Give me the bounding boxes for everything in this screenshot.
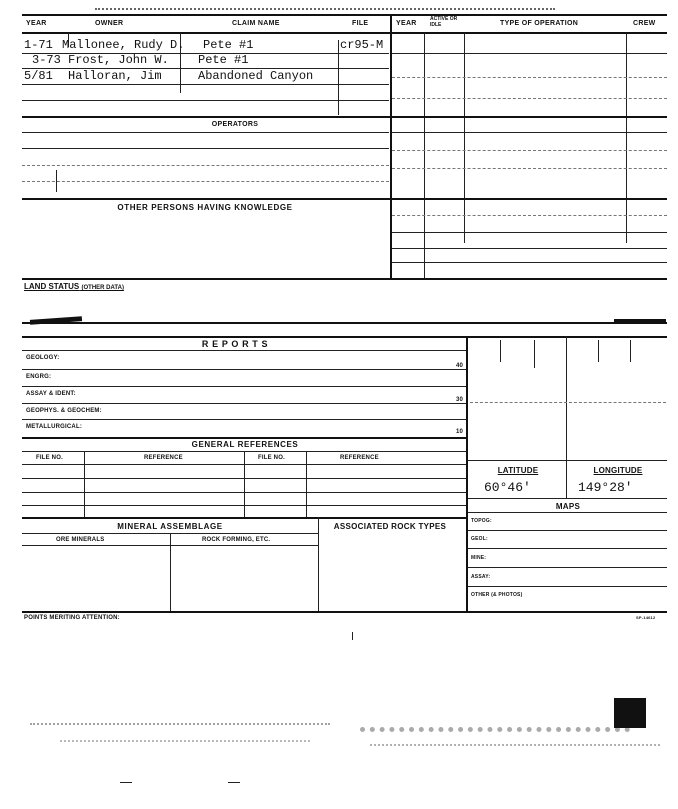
associated-rock-types-heading: ASSOCIATED ROCK TYPES [333, 522, 447, 531]
maps-rule-2 [468, 548, 667, 549]
scan-mark-3 [352, 632, 353, 640]
coords-top-rule [468, 460, 667, 461]
scan-mark-2 [228, 782, 240, 783]
maps-rule-3 [468, 567, 667, 568]
op-row-rule-1 [392, 53, 667, 54]
operators-tick [56, 170, 57, 192]
owner-row-3-owner: Halloran, Jim [68, 69, 162, 83]
op-row-rule-10 [392, 262, 667, 263]
operators-rule-1 [22, 132, 389, 133]
maps-assay-label: ASSAY: [471, 574, 491, 580]
operators-top-rule [22, 116, 667, 118]
header-file: FILE [352, 20, 369, 27]
op-row-rule-7 [392, 215, 667, 216]
scan-noise-top [95, 8, 555, 10]
op-row-rule-5 [392, 150, 667, 151]
maps-topog-label: TOPOG: [471, 518, 492, 524]
right-grid-tick-3 [598, 340, 599, 362]
form-code: SP-14612 [636, 615, 656, 620]
reports-rule-3 [22, 403, 466, 404]
mineral-header-bottom-rule [22, 545, 318, 546]
owner-row-1-year: 1-71 [24, 38, 53, 52]
right-grid-rule-1 [470, 402, 666, 403]
op-row-rule-3 [392, 98, 667, 99]
owner-row-3-rule [22, 84, 389, 85]
operators-rule-2 [22, 148, 389, 149]
land-status-label: LAND STATUS [24, 282, 80, 291]
header-type-of-operation: TYPE OF OPERATION [500, 20, 579, 27]
latitude-label: LATITUDE [497, 466, 539, 475]
references-file-no-header: FILE NO. [36, 455, 63, 461]
land-status-top-rule [22, 278, 667, 280]
owner-row-1-claim: Pete #1 [203, 38, 254, 52]
owner-row-1-file: cr95-M [340, 38, 384, 52]
scan-noise-bottom-1 [30, 723, 330, 725]
points-meriting-heading: POINTS MERITING ATTENTION: [24, 615, 120, 621]
owner-row-3-claim: Abandoned Canyon [198, 69, 314, 83]
op-row-rule-9 [392, 248, 667, 249]
points-top-rule [22, 611, 667, 613]
reports-engrg-label: ENGRG: [26, 374, 52, 380]
owner-row-3-year: 5/81 [24, 69, 53, 83]
mineral-heading: MINERAL ASSEMBLAGE [117, 522, 223, 531]
other-persons-top-rule [22, 198, 667, 200]
right-grid-tick-1 [500, 340, 501, 362]
coords-divider [566, 460, 567, 498]
header-crew: CREW [633, 20, 656, 27]
reports-metallurgical-num: 10 [456, 429, 464, 435]
header-claim-name: CLAIM NAME [232, 20, 280, 27]
ore-minerals-header: ORE MINERALS [56, 537, 105, 543]
maps-geol-label: GEOL: [471, 536, 488, 542]
reports-geology-label: GEOLOGY: [26, 355, 60, 361]
op-row-rule-6 [392, 168, 667, 169]
land-status-sublabel: (OTHER DATA) [81, 285, 124, 291]
mineral-col-sep-main [318, 517, 319, 611]
reports-assay-num: 30 [456, 397, 464, 403]
op-row-rule-2 [392, 77, 667, 78]
owner-row-1-owner: Mallonee, Rudy D. [62, 38, 185, 52]
reports-rule-4 [22, 419, 466, 420]
references-reference-header: REFERENCE [144, 455, 183, 461]
scan-mark-1 [120, 782, 132, 783]
maps-heading: MAPS [555, 502, 581, 511]
longitude-label: LONGITUDE [593, 466, 643, 475]
maps-top-rule [468, 498, 667, 499]
right-grid-tick-2 [534, 340, 535, 368]
right-block-divider [466, 336, 468, 611]
reports-geology-num: 40 [456, 363, 464, 369]
reports-metallurgical-label: METALLURGICAL: [26, 424, 83, 430]
header-bottom-rule [22, 32, 667, 34]
scan-noise-bottom-3 [60, 740, 310, 742]
maps-rule-4 [468, 586, 667, 587]
references-reference-header-2: REFERENCE [340, 455, 379, 461]
references-row-rule-3 [22, 505, 466, 506]
header-owner: OWNER [95, 20, 124, 27]
other-persons-heading: OTHER PERSONS HAVING KNOWLEDGE [117, 203, 293, 212]
owner-row-2-year: 3-73 [32, 53, 61, 67]
references-row-rule-2 [22, 492, 466, 493]
reports-geophys-label: GEOPHYS. & GEOCHEM: [26, 408, 102, 414]
scan-noise-bottom-2 [360, 727, 630, 732]
references-col-sep-1 [84, 451, 85, 517]
owner-row-4-rule [22, 100, 389, 101]
col-sep-type [626, 33, 627, 243]
longitude-value: 149°28' [578, 480, 633, 495]
reports-assay-label: ASSAY & IDENT: [26, 391, 76, 397]
operators-rule-3 [22, 165, 389, 166]
references-col-sep-3 [306, 451, 307, 517]
references-heading: GENERAL REFERENCES [191, 440, 299, 449]
reports-top-rule [22, 336, 667, 338]
rock-forming-header: ROCK FORMING, ETC. [202, 537, 271, 543]
reports-outer-rule [22, 322, 667, 324]
scan-blot [614, 698, 646, 728]
op-row-rule-4 [392, 132, 667, 133]
right-grid-tick-4 [630, 340, 631, 362]
reports-heading: R E P O R T S [201, 339, 269, 349]
col-sep-year2 [424, 33, 425, 278]
reports-header-rule [22, 350, 466, 351]
maps-mine-label: MINE: [471, 555, 487, 561]
right-grid-divider [566, 336, 567, 460]
header-active-idle: ACTIVE OR IDLE [430, 16, 458, 28]
maps-header-rule [468, 512, 667, 513]
col-sep-claim [338, 40, 339, 115]
reports-rule-2 [22, 386, 466, 387]
owner-row-2-owner: Frost, John W. [68, 53, 169, 67]
col-sep-active [464, 33, 465, 243]
header-year-2: YEAR [396, 20, 417, 27]
owner-row-2-claim: Pete #1 [198, 53, 249, 67]
references-file-no-header-2: FILE NO. [258, 455, 285, 461]
operators-heading: OPERATORS [211, 121, 259, 128]
latitude-value: 60°46' [484, 480, 531, 495]
maps-rule-1 [468, 530, 667, 531]
mineral-top-rule [22, 517, 466, 519]
references-col-sep-2 [244, 451, 245, 517]
references-row-rule-1 [22, 478, 466, 479]
header-year: YEAR [26, 20, 47, 27]
land-status-heading [24, 282, 124, 291]
maps-other-label: OTHER (& PHOTOS) [471, 592, 523, 598]
op-row-rule-8 [392, 232, 667, 233]
operators-rule-4 [22, 181, 389, 182]
top-rule [22, 14, 667, 16]
references-top-rule [22, 437, 466, 439]
reports-rule-1 [22, 369, 466, 370]
scan-noise-bottom-4 [370, 744, 660, 746]
